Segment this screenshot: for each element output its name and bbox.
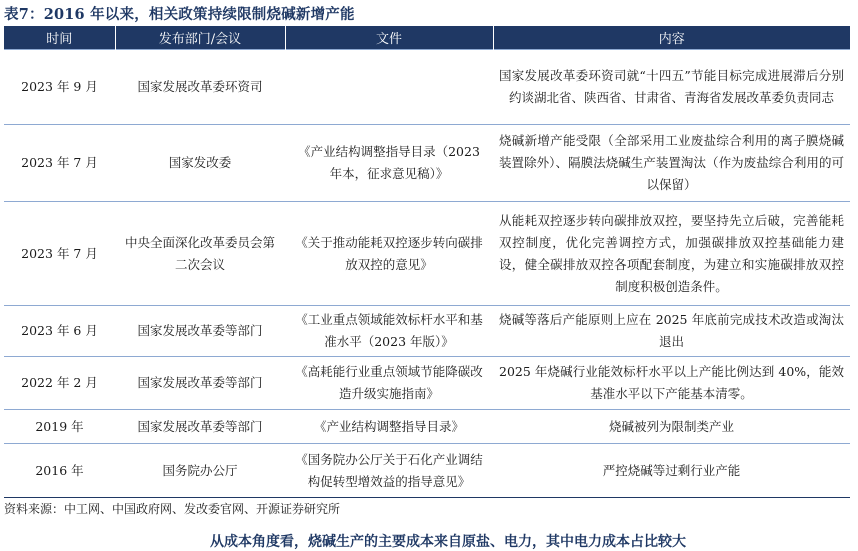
cell-time: 2022 年 2 月 (4, 357, 115, 410)
header-dept: 发布部门/会议 (115, 26, 285, 50)
table-header-row (4, 26, 850, 50)
header-time: 时间 (4, 26, 115, 50)
table-row (4, 357, 850, 410)
header-doc: 文件 (285, 26, 493, 50)
cell-time: 2023 年 7 月 (4, 125, 115, 202)
cell-time: 2023 年 7 月 (4, 202, 115, 306)
table-row (4, 125, 850, 202)
cell-content: 国家发展改革委环资司就“十四五”节能目标完成进展滞后分别约谈湖北省、陕西省、甘肃省、青海省发展改革委负责同志 (493, 50, 850, 125)
cell-doc: 《工业重点领域能效标杆水平和基准水平（2023 年版）》 (285, 306, 493, 357)
table-row (4, 306, 850, 357)
table-title: 表7：2016 年以来，相关政策持续限制烧碱新增产能 (4, 6, 355, 23)
cell-dept: 国务院办公厅 (115, 444, 285, 498)
cell-content: 烧碱等落后产能原则上应在 2025 年底前完成技术改造或淘汰退出 (493, 306, 850, 357)
table-row (4, 202, 850, 306)
cell-dept: 中央全面深化改革委员会第二次会议 (115, 202, 285, 306)
source-note: 资料来源：中工网、中国政府网、发改委官网、开源证券研究所 (4, 502, 341, 516)
cell-content: 从能耗双控逐步转向碳排放双控，要坚持先立后破，完善能耗双控制度，优化完善调控方式，加强碳排放双控基础能力建设，健全碳排放双控各项配套制度，为建立和实施碳排放双控制度积极创造条件。 (493, 202, 850, 306)
cell-time: 2019 年 (4, 410, 115, 444)
cell-dept: 国家发展改革委等部门 (115, 357, 285, 410)
policy-table (4, 26, 850, 498)
cell-doc (285, 50, 493, 125)
cell-content: 2025 年烧碱行业能效标杆水平以上产能比例达到 40%，能效基准水平以下产能基本清零。 (493, 357, 850, 410)
header-content: 内容 (493, 26, 850, 50)
table-row (4, 410, 850, 444)
cell-doc: 《产业结构调整指导目录（2023 年本，征求意见稿）》 (285, 125, 493, 202)
cell-doc: 《高耗能行业重点领域节能降碳改造升级实施指南》 (285, 357, 493, 410)
cell-dept: 国家发展改革委等部门 (115, 410, 285, 444)
cell-doc: 《关于推动能耗双控逐步转向碳排放双控的意见》 (285, 202, 493, 306)
cell-content: 烧碱被列为限制类产业 (493, 410, 850, 444)
cell-time: 2016 年 (4, 444, 115, 498)
cell-doc: 《产业结构调整指导目录》 (285, 410, 493, 444)
cell-dept: 国家发展改革委等部门 (115, 306, 285, 357)
cell-content: 严控烧碱等过剩行业产能 (493, 444, 850, 498)
cell-dept: 国家发展改革委环资司 (115, 50, 285, 125)
table-row (4, 50, 850, 125)
cell-time: 2023 年 6 月 (4, 306, 115, 357)
cell-doc: 《国务院办公厅关于石化产业调结构促转型增效益的指导意见》 (285, 444, 493, 498)
cell-time: 2023 年 9 月 (4, 50, 115, 125)
cell-content: 烧碱新增产能受限（全部采用工业废盐综合利用的离子膜烧碱装置除外）、隔膜法烧碱生产装置淘汰（作为废盐综合利用的可以保留） (493, 125, 850, 202)
next-paragraph-fragment: 从成本角度看，烧碱生产的主要成本来自原盐、电力，其中电力成本占比较大 (210, 534, 686, 550)
cell-dept: 国家发改委 (115, 125, 285, 202)
table-row (4, 444, 850, 498)
